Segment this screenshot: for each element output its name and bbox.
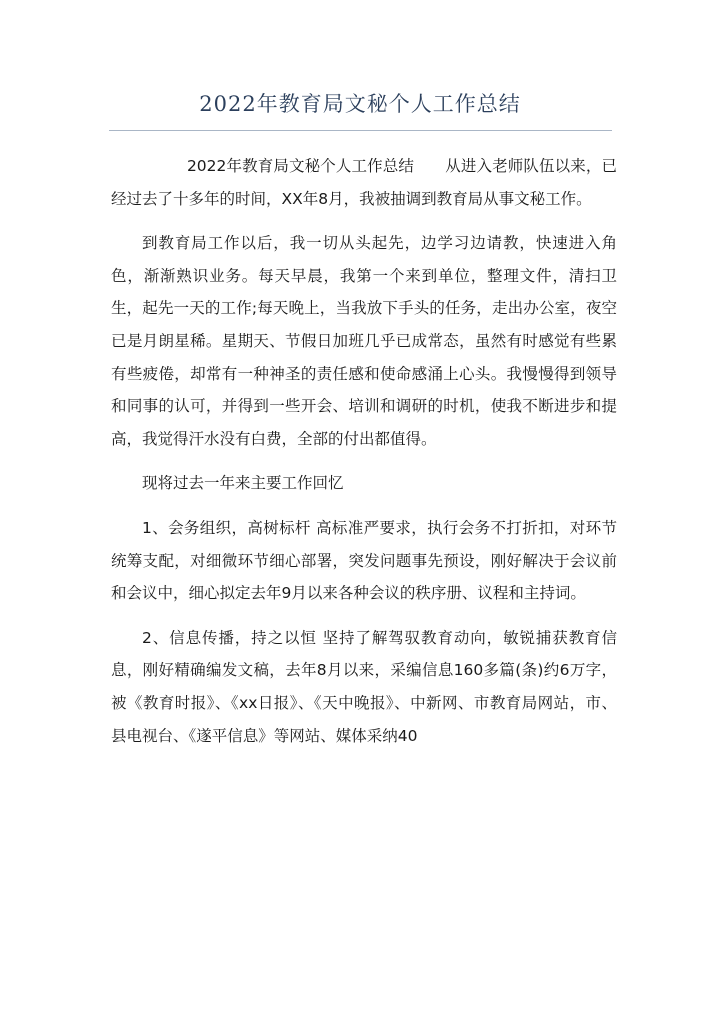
title-divider: [109, 130, 612, 131]
paragraph-intro: 2022年教育局文秘个人工作总结 从进入老师队伍以来，已经过去了十多年的时间，XX年8月，我被抽调到教育局从事文秘工作。: [111, 157, 617, 208]
paragraph-item-1: 1、会务组织，高树标杆 高标准严要求，执行会务不打折扣，对环节统筹支配，对细微环节细心部署，突发问题事先预设，刚好解决于会议前和会议中，细心拟定去年9月以来各种会议的秩序册、议程和主持词。: [111, 518, 617, 603]
paragraph-work-experience: 到教育局工作以后，我一切从头起先，边学习边请教，快速进入角色，渐渐熟识业务。每天早晨，我第一个来到单位，整理文件，清扫卫生，起先一天的工作;每天晚上，当我放下手头的任务，走出办公室，夜空已是月朗星稀。星期天、节假日加班几乎已成常态，虽然有时感觉有些累有些疲倦，却常有一种神圣的责任感和使命感涌上心头。我慢慢得到领导和同事的认可，并得到一些开会、培训和调研的时机，使我不断进步和提高，我觉得汗水没有白费，全部的付出都值得。: [111, 234, 617, 448]
paragraph-review-heading: 现将过去一年来主要工作回忆: [142, 474, 344, 493]
document-body: [111, 150, 617, 764]
paragraph-item-2: 2、信息传播，持之以恒 坚持了解驾驭教育动向，敏锐捕获教育信息，刚好精确编发文稿，去年8月以来，采编信息160多篇(条)约6万字，被《教育时报》、《xx日报》、《天中晚报》、中新网、市教育局网站，市、县电视台、《遂平信息》等网站、媒体采纳40: [111, 628, 617, 745]
page-title: 2022年教育局文秘个人工作总结: [199, 92, 521, 116]
